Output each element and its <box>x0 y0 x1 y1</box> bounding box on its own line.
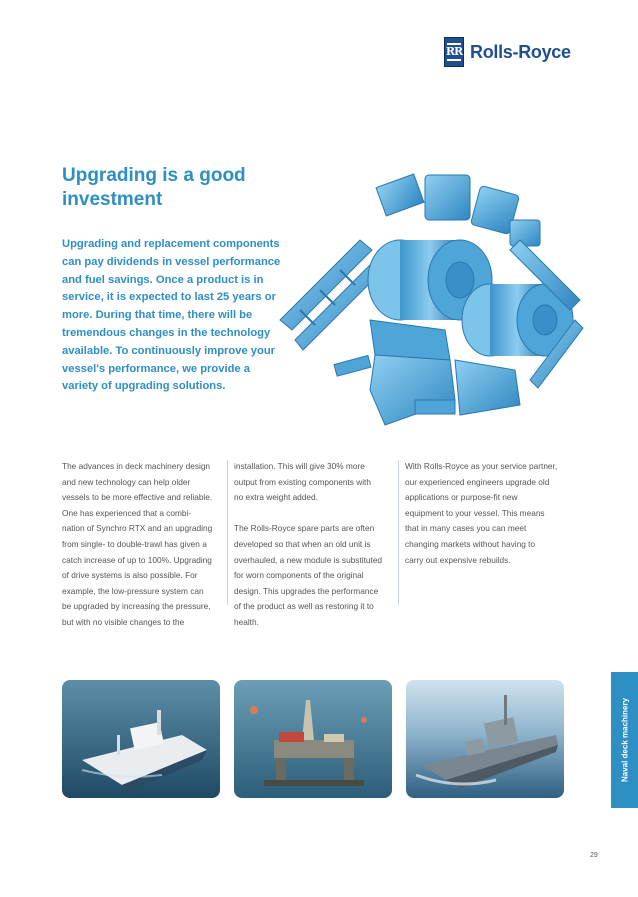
body-column-3: With Rolls-Royce as your service partner, our experienced engineers upgrade old applications or purpose-fit new equipment to your vessel. This means that in many cases you can meet changing markets without having to carry out expensive rebuilds. <box>405 461 558 565</box>
column-divider <box>227 460 228 605</box>
body-column-1: The advances in deck machinery design and new technology can help older vessels to be more effective and reliable. One has experienced that a combi- nation of Synchro RTX and an upgrading from single- to double-trawl has given a catch increase of up to 100%. Upgrading of drive systems is also possible. For example, the low-pressure system can be upgraded by increasing the pressure, but with no visible changes to the <box>62 461 213 627</box>
oil-platform-photo <box>234 680 392 798</box>
section-tab <box>611 672 638 808</box>
column-divider <box>398 460 399 605</box>
body-column-2: installation. This will give 30% more output from existing components with no extra weight added. The Rolls-Royce spare parts are often developed so that when an old unit is overhauled, a new module is substituted for worn components of the original design. This upgrades the performance of the product as well as restoring it to health. <box>234 461 383 627</box>
section-tab-label: Naval deck machinery <box>620 697 629 783</box>
page-number: 29 <box>590 852 598 859</box>
page-title: Upgrading is a good investment <box>62 165 246 210</box>
lead-paragraph: Upgrading and replacement components can pay dividends in vessel performance and fuel savings. Once a product is in service, it is expected to last 25 years or more. During that time, there will be tremendous changes in the technology available. To continuously improve your vessel's performance, we provide a variety of upgrading solutions. <box>62 238 281 393</box>
rr-badge-icon <box>444 37 464 67</box>
brand-name: Rolls-Royce <box>470 41 571 62</box>
deck-machinery-illustration <box>275 170 585 435</box>
trawler-photo <box>62 680 220 798</box>
rolls-royce-logo <box>444 37 571 67</box>
naval-ship-photo <box>406 680 564 798</box>
rr-monogram: RR <box>445 45 463 58</box>
